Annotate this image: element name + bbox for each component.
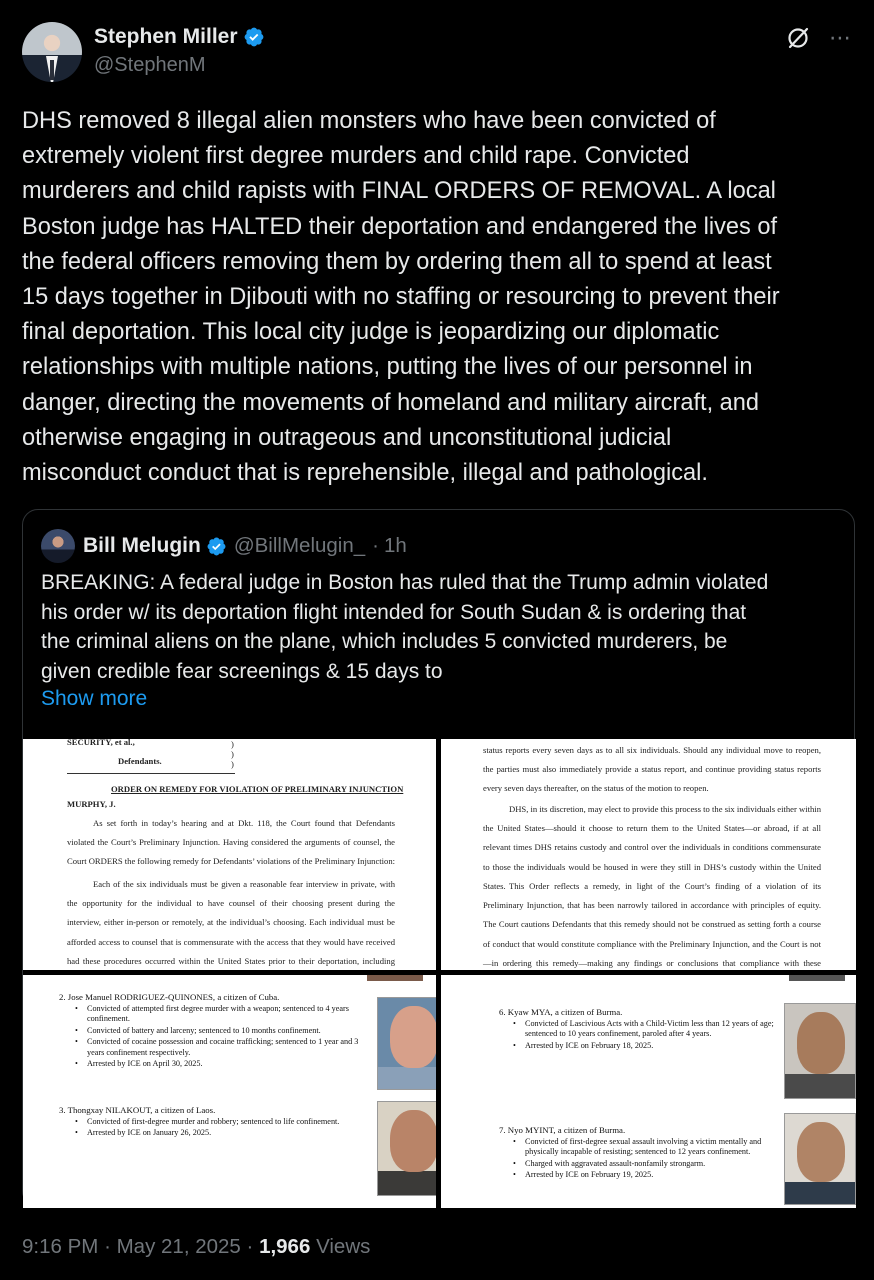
- views-count: 1,966: [259, 1235, 311, 1258]
- tweet-date[interactable]: May 21, 2025: [116, 1235, 241, 1258]
- more-options-icon[interactable]: ⋯: [829, 25, 852, 50]
- entry-item: • Arrested by ICE on February 19, 2025.: [511, 1170, 783, 1180]
- tweet-meta: [22, 1235, 370, 1259]
- entry-item: • Convicted of Lascivious Acts with a Child-Victim less than 12 years of age; sentenced to 10 years confinement, paroled after 4 years.: [511, 1019, 783, 1040]
- verified-badge-icon: [206, 536, 227, 557]
- doc-bracket: ): [231, 759, 234, 769]
- entry-title: 2. Jose Manuel RODRIGUEZ-QUINONES, a citizen of Cuba.: [59, 992, 280, 1002]
- quoted-tweet-header: [41, 528, 407, 564]
- mugshot-photo: [784, 1003, 856, 1099]
- author-avatar[interactable]: [22, 22, 82, 82]
- entry-title: 6. Kyaw MYA, a citizen of Burma.: [499, 1007, 623, 1017]
- quoted-tweet[interactable]: [22, 509, 855, 1207]
- tweet-text: DHS removed 8 illegal alien monsters who have been convicted of extremely violent first degree murders and child rape. Convicted murderers and child rapists with FINAL ORDERS OF REMOVAL. A local Boston judge has HALTED their deportation and endangered the lives of the federal officers removing them by ordering them all to spend at least 15 days together in Djibouti with no staffing or resourcing to prevent their final deportation. This local city judge is jeopardizing our diplomatic relationships with multiple nations, putting the lives of our personnel in danger, directing the movements of homeland and military aircraft, and otherwise engaging in outrageous and unconstitutional judicial misconduct conduct that is reprehensible, illegal and pathological.: [22, 108, 780, 487]
- media-image-1[interactable]: [23, 739, 436, 970]
- doc-bracket: ): [231, 739, 234, 749]
- entry-item: • Arrested by ICE on February 18, 2025.: [511, 1041, 783, 1051]
- entry-item: • Convicted of first-degree murder and robbery; sentenced to life confinement.: [73, 1117, 371, 1127]
- mugshot-crop-top: [789, 975, 845, 981]
- mugshot-face: [797, 1012, 845, 1074]
- doc-judge: MURPHY, J.: [67, 799, 116, 809]
- media-grid: [23, 739, 856, 1208]
- views-label: Views: [316, 1235, 371, 1258]
- avatar-tie: [50, 60, 54, 80]
- entry-list: [511, 1137, 783, 1182]
- author-handle[interactable]: @StephenM: [94, 54, 206, 76]
- quoted-time: 1h: [384, 534, 407, 557]
- doc-caption-security: SECURITY, et al.,: [67, 737, 135, 747]
- entry-list: [73, 1117, 371, 1140]
- entry-title: 3. Thongxay NILAKOUT, a citizen of Laos.: [59, 1105, 216, 1115]
- entry-list: [511, 1019, 783, 1052]
- mugshot-face: [390, 1006, 438, 1068]
- doc2-paragraph-1: status reports every seven days as to all six individuals. Should any individual move to reopen, the parties must also immediately provide a status report, and continue providing status reports every seven days thereafter, on the status of the motion to reopen.: [483, 745, 821, 794]
- entry-item: • Charged with aggravated assault-nonfamily strongarm.: [511, 1159, 783, 1169]
- quoted-meta-separator: ·: [372, 534, 379, 557]
- doc-heading: ORDER ON REMEDY FOR VIOLATION OF PRELIMINARY INJUNCTION: [111, 784, 404, 794]
- entry-title: 7. Nyo MYINT, a citizen of Burma.: [499, 1125, 626, 1135]
- media-divider-horizontal: [23, 970, 856, 975]
- entry-list: [73, 1004, 371, 1070]
- mugshot-face: [797, 1122, 845, 1182]
- entry-item: • Convicted of attempted first degree murder with a weapon; sentenced to 4 years confinement.: [73, 1004, 371, 1025]
- quoted-tweet-text: BREAKING: A federal judge in Boston has ruled that the Trump admin violated his order w/ its deportation flight intended for South Sudan & is ordering that the criminal aliens on the plane, which includes 5 convicted murderers, be given credible fear screenings & 15 days to: [41, 571, 769, 683]
- doc2-paragraph-3: This Order reflects a remedy, in light of the Court’s finding of a violation of its Preliminary Injunction, that has been narrowly tailored in accordance with principles of equity. The Court cautions Defendants that this remedy should not be construed as setting forth a course of conduct that would constitute compliance with the Preliminary Injunction, and the Court is not—in ordering this remedy—making any findings or conclusions that compliance with these: [483, 881, 821, 968]
- doc-paragraph-2: Each of the six individuals must be given a reasonable fear interview in private, with the opportunity for the individual to have counsel of their choosing present during the interview, either in-person or remotely, at the individual’s choosing. Each individual must be afforded access to counsel that is commensurate with the access that they would have received had these procedures occurred within the United States prior to their deportation, including: [67, 879, 395, 966]
- tweet-header: [22, 22, 852, 84]
- media-image-2[interactable]: [441, 739, 856, 970]
- tweet-time[interactable]: 9:16 PM: [22, 1235, 99, 1258]
- doc-caption-rule: [67, 773, 235, 774]
- show-more-link[interactable]: Show more: [41, 687, 148, 710]
- doc-paragraph-1: As set forth in today’s hearing and at Dkt. 118, the Court found that Defendants violated the Court’s Preliminary Injunction. Having considered the arguments of counsel, the Court ORDERS the following remedy for Defendants’ violations of the Preliminary Injunction:: [67, 818, 396, 867]
- mugshot-shirt: [785, 1074, 855, 1098]
- author-display-name[interactable]: Stephen Miller: [94, 25, 238, 48]
- grok-icon[interactable]: [786, 26, 810, 50]
- entry-item: • Convicted of first-degree sexual assault involving a victim mentally and physically incapable of resisting; sentenced to 12 years confinement.: [511, 1137, 783, 1158]
- verified-badge-icon: [243, 26, 265, 48]
- mugshot-crop-top: [367, 975, 423, 981]
- doc-caption-defendants: Defendants.: [118, 756, 162, 766]
- entry-item: • Convicted of battery and larceny; sentenced to 10 months confinement.: [73, 1026, 371, 1036]
- mugshot-photo: [784, 1113, 856, 1205]
- entry-item: • Arrested by ICE on April 30, 2025.: [73, 1059, 371, 1069]
- author-name-row: [94, 25, 265, 49]
- meta-separator: ·: [246, 1235, 254, 1258]
- entry-item: • Convicted of cocaine possession and cocaine trafficking; sentenced to 1 year and 3 years confinement respectively.: [73, 1037, 371, 1058]
- entry-item: • Arrested by ICE on January 26, 2025.: [73, 1128, 371, 1138]
- mugshot-face: [390, 1110, 438, 1172]
- quoted-author-handle: @BillMelugin_: [233, 534, 366, 557]
- quoted-author-avatar: [41, 529, 75, 563]
- mugshot-shirt: [785, 1182, 855, 1204]
- quoted-author-display-name: Bill Melugin: [83, 534, 201, 557]
- doc2-paragraph-2: DHS, in its discretion, may elect to provide this process to the six individuals either within the United States—should it choose to return them to the United States—or abroad, if at all relevant times DHS retains custody and control over the individuals in conditions commensurate to those the individuals would be housed in were they still in DHS’s custody within the United States.: [483, 804, 821, 891]
- doc-bracket: ): [231, 749, 234, 759]
- meta-separator: ·: [104, 1235, 111, 1258]
- media-image-3[interactable]: [23, 975, 436, 1208]
- media-image-4[interactable]: [441, 975, 856, 1208]
